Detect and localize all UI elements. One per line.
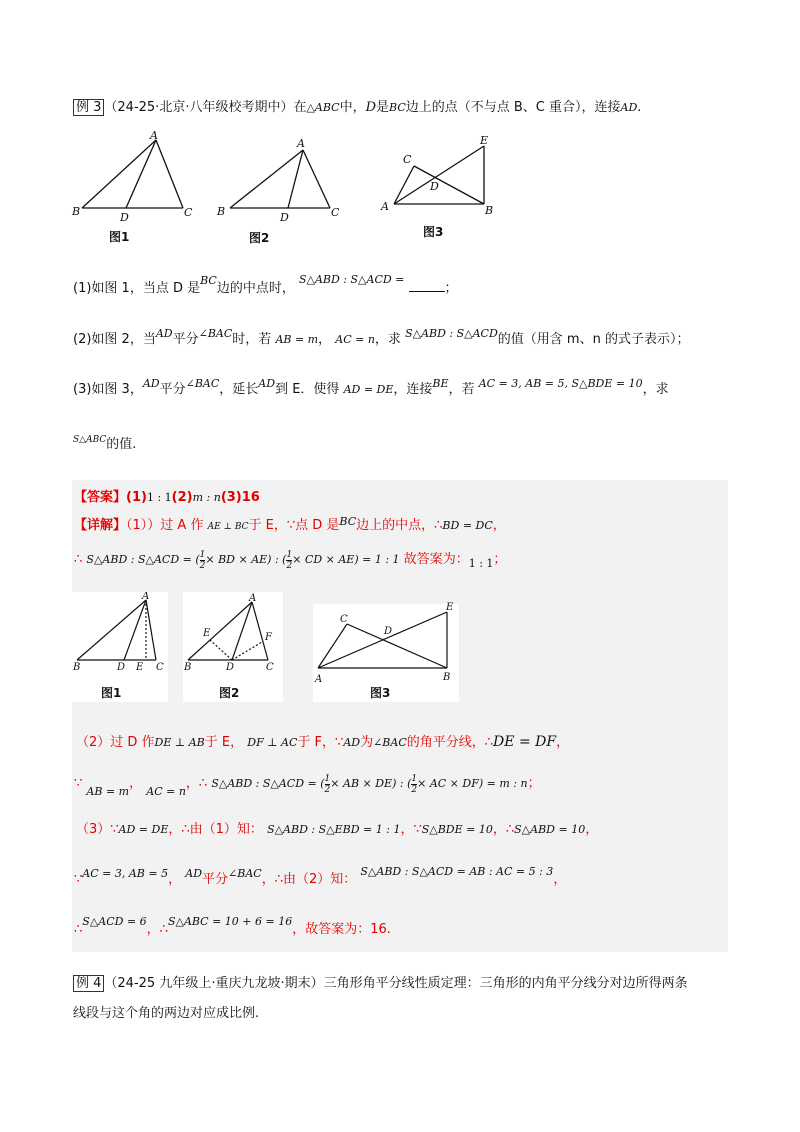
svg-text:C: C — [266, 662, 274, 673]
question-1: (1)如图 1，当点 D 是$^{BC}$边的中点时， $^{S\triangle ABD : S\triangle ACD =}$ ； — [73, 273, 458, 296]
fraction-half: $\frac{1}{2}$ — [324, 773, 331, 795]
answer-figure-2-caption: 图2 — [219, 686, 240, 700]
svg-text:E: E — [480, 134, 489, 147]
answer-figure-1 — [77, 600, 156, 660]
svg-text:E: E — [203, 628, 211, 639]
fraction-half: $\frac{1}{2}$ — [199, 549, 206, 571]
detail-line-2: ∴ S△ABD : S△ACD = ( $\frac{1}{2}$ × BD × AE) : ( $\frac{1}{2}$ × CD × AE) = 1 : 1 故答案为：$_{1 : 1}$； — [74, 549, 507, 571]
svg-text:D: D — [384, 626, 393, 637]
svg-text:C: C — [403, 153, 412, 166]
answer-figure-2 — [188, 602, 268, 660]
svg-text:E: E — [136, 662, 144, 673]
svg-text:F: F — [265, 632, 272, 643]
svg-text:B: B — [72, 205, 81, 218]
detail-part-2-line-2: ∵ $_{AB = m}$， $_{AC = n}$，∴ S△ABD : S△ACD = ( $\frac{1}{2}$ × AB × DE) : ( $\frac{1}{2}$ × AC × DF) = m : n； — [74, 773, 541, 798]
figure-1-top — [82, 140, 183, 208]
example4-statement-line-2: 线段与这个角的两边对应成比例. — [73, 1006, 260, 1021]
figure-1-caption: 图1 — [109, 230, 130, 244]
svg-text:D: D — [430, 180, 439, 193]
figure-2-top — [230, 150, 330, 208]
svg-text:B: B — [443, 672, 451, 683]
fraction-half: $\frac{1}{2}$ — [286, 549, 293, 571]
answer-figures — [72, 592, 472, 702]
svg-text:A: A — [142, 592, 150, 602]
question-2: (2)如图 2，当$^{AD}$平分$^{\angle BAC}$时，若 AB = m， AC = n，求 $^{S\triangle ABD : S\triangle ACD}$的值（用含 m、n 的式子表示）； — [73, 327, 690, 347]
answer-figure-3-caption: 图3 — [370, 686, 391, 700]
figure-2-caption: 图2 — [249, 231, 270, 245]
fraction-half: $\frac{1}{2}$ — [411, 773, 418, 795]
svg-text:B: B — [485, 204, 494, 217]
detail-part-3-line-1: （3）∵AD = DE，∴由（1）知： S△ABD : S△EBD = 1 : 1，∵S△BDE = 10，∴S△ABD = 10， — [76, 822, 599, 837]
detail-part-3-line-2: ∵$^{AC = 3, AB = 5}$， $^{AD}$平分$^{\angle BAC}$，∴由（2）知： $^{S\triangle ABD : S\triangle ACD = AB : AC = 5 : 3}$， — [74, 865, 567, 887]
svg-text:C: C — [156, 662, 164, 673]
example4-statement-line-1: 例 4 （24-25 九年级上·重庆九龙坡·期末）三角形角平分线性质定理：三角形的内角平分线分对边所得两条 — [73, 972, 688, 991]
example-tag: 例 4 — [73, 975, 104, 992]
svg-text:C: C — [331, 206, 340, 219]
detail-part-3-line-3: ∴$^{S\triangle ACD = 6}$，∴$^{S\triangle ABC = 10 + 6 = 16}$，故答案为：16. — [74, 915, 391, 937]
answer-line: 【答案】(1)1 : 1(2)m : n(3)16 — [74, 490, 260, 505]
svg-text:D: D — [226, 662, 235, 673]
answer-blank — [409, 291, 445, 292]
problem-figures — [70, 128, 510, 248]
figure-3-caption: 图3 — [423, 225, 444, 239]
svg-text:D: D — [280, 211, 289, 224]
svg-text:A: A — [249, 593, 257, 604]
question-3-end: $^{S\triangle ABC}$的值. — [73, 435, 137, 452]
question-3: (3)如图 3，$^{AD}$平分$^{\angle BAC}$，延长$^{AD}$到 E．使得 AD = DE，连接$^{BE}$，若 $^{AC = 3, AB = 5, S\triangle BDE = 10}$，求 — [73, 377, 669, 397]
svg-text:C: C — [340, 614, 348, 625]
detail-line-1: 【详解】（1））过 A 作 AE ⊥ BC于 E，∵点 D 是$^{BC}$边上的中点，∴BD = DC， — [74, 515, 506, 533]
svg-text:B: B — [184, 662, 192, 673]
svg-text:B: B — [73, 662, 81, 673]
svg-text:A: A — [297, 137, 305, 150]
svg-text:C: C — [184, 206, 193, 219]
example3-statement: 例 3 （24-25·北京·八年级校考期中）在△ABC中，D是BC边上的点（不与点 B、C 重合），连接AD. — [73, 96, 641, 115]
svg-text:A: A — [381, 200, 389, 213]
detail-part-2-line-1: （2）过 D 作DE ⊥ AB于 E， DF ⊥ AC于 F，∵AD为∠BAC的角平分线，∴DE = DF， — [76, 734, 570, 750]
svg-text:D: D — [117, 662, 126, 673]
svg-text:A: A — [150, 129, 158, 142]
answer-figure-1-caption: 图1 — [101, 686, 122, 700]
answer-figure-3 — [318, 612, 447, 668]
svg-text:A: A — [315, 674, 323, 685]
svg-text:E: E — [446, 602, 454, 613]
svg-text:B: B — [217, 205, 226, 218]
svg-text:D: D — [120, 211, 129, 224]
example-tag: 例 3 — [73, 99, 104, 116]
